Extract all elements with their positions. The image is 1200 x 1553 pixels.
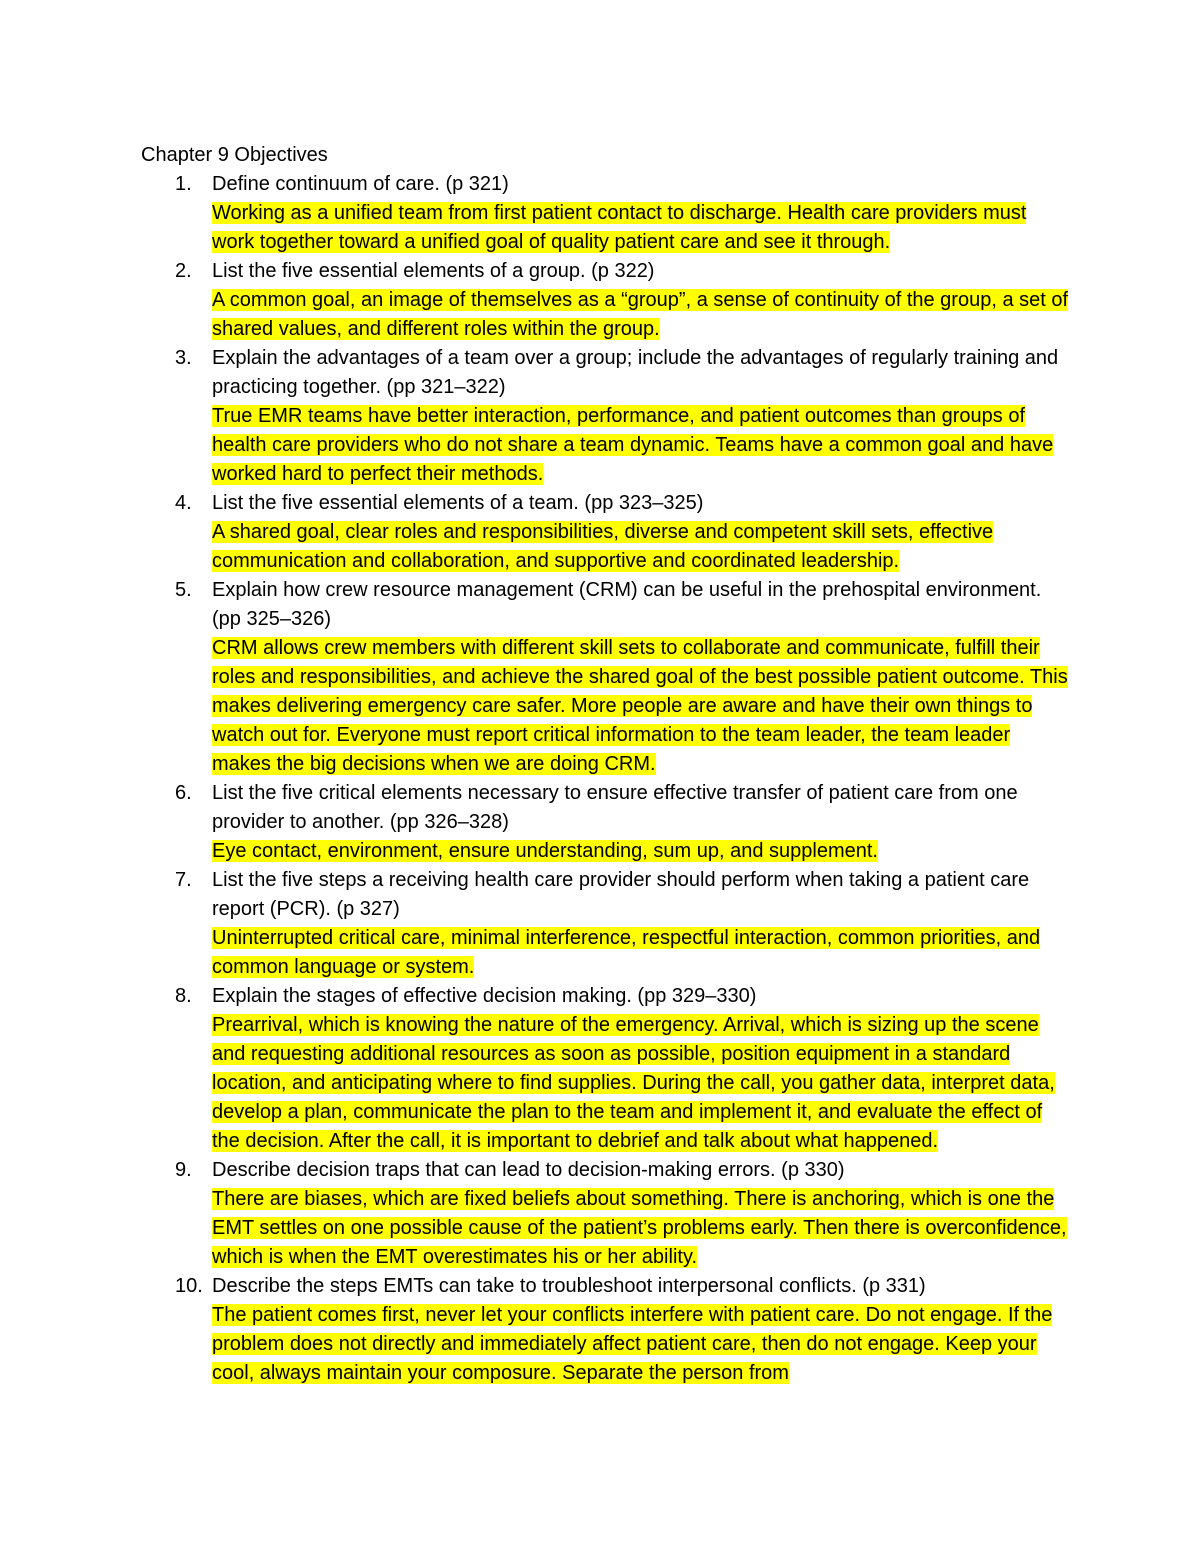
objective-question: Explain the advantages of a team over a group; include the advantages of regularly training and practicing together. (pp 321–322) <box>212 347 1059 398</box>
objective-number: 9. <box>175 1159 192 1181</box>
highlighted-answer-text: A shared goal, clear roles and responsibilities, diverse and competent skill sets, effective communication and collaboration, and supportive and coordinated leadership. <box>212 521 994 572</box>
highlighted-answer-text: Working as a unified team from first patient contact to discharge. Health care providers must work together toward a unified goal of quality patient care and see it through. <box>212 202 1027 253</box>
document-content <box>141 141 1071 1388</box>
objective-number: 10. <box>175 1275 203 1297</box>
objective-question: Define continuum of care. (p 321) <box>212 173 509 195</box>
highlighted-answer-text: True EMR teams have better interaction, performance, and patient outcomes than groups of health care providers who do not share a team dynamic. Teams have a common goal and have worked hard to perfect their methods. <box>212 405 1054 485</box>
highlighted-answer-text: Prearrival, which is knowing the nature of the emergency. Arrival, which is sizing up the scene and requesting additional resources as soon as possible, position equipment in a standard location, and anticipating where to find supplies. During the call, you gather data, interpret data, develop a plan, communicate the plan to the team and implement it, and evaluate the effect of the decision. After the call, it is important to debrief and talk about what happened. <box>212 1014 1055 1152</box>
objective-number: 4. <box>175 492 192 514</box>
objective-answer <box>212 634 1071 779</box>
objective-item <box>141 1156 1071 1272</box>
objective-number: 6. <box>175 782 192 804</box>
objective-answer <box>212 402 1071 489</box>
objective-answer <box>212 286 1071 344</box>
highlighted-answer-text: The patient comes first, never let your conflicts interfere with patient care. Do not engage. If the problem does not directly and immediately affect patient care, then do not engage. Keep your cool, always maintain your composure. Separate the person from <box>212 1304 1053 1384</box>
objective-item <box>141 866 1071 982</box>
objective-number: 2. <box>175 260 192 282</box>
objective-item <box>141 489 1071 576</box>
objective-answer <box>212 924 1071 982</box>
objective-answer <box>212 1301 1071 1388</box>
objective-number: 3. <box>175 347 192 369</box>
objective-question: List the five steps a receiving health care provider should perform when taking a patient care report (PCR). (p 327) <box>212 869 1030 920</box>
objective-question: List the five essential elements of a group. (p 322) <box>212 260 655 282</box>
objective-question: List the five critical elements necessary to ensure effective transfer of patient care from one provider to another. (pp 326–328) <box>212 782 1018 833</box>
objectives-list <box>141 170 1071 1388</box>
objective-item <box>141 344 1071 489</box>
objective-item <box>141 257 1071 344</box>
objective-question: Describe decision traps that can lead to decision-making errors. (p 330) <box>212 1159 845 1181</box>
objective-item <box>141 170 1071 257</box>
objective-number: 8. <box>175 985 192 1007</box>
objective-question: Explain how crew resource management (CRM) can be useful in the prehospital environment. (pp 325–326) <box>212 579 1042 630</box>
document-title: Chapter 9 Objectives <box>141 144 328 166</box>
objective-number: 5. <box>175 579 192 601</box>
objective-question: Explain the stages of effective decision making. (pp 329–330) <box>212 985 757 1007</box>
highlighted-answer-text: Uninterrupted critical care, minimal interference, respectful interaction, common priorities, and common language or system. <box>212 927 1041 978</box>
objective-answer <box>212 837 1071 866</box>
objective-number: 7. <box>175 869 192 891</box>
objective-number: 1. <box>175 173 192 195</box>
highlighted-answer-text: There are biases, which are fixed beliefs about something. There is anchoring, which is one the EMT settles on one possible cause of the patient’s problems early. Then there is overconfidence, which is when the EMT overestimates his or her ability. <box>212 1188 1067 1268</box>
objective-answer <box>212 199 1071 257</box>
objective-answer <box>212 518 1071 576</box>
highlighted-answer-text: CRM allows crew members with different skill sets to collaborate and communicate, fulfill their roles and responsibilities, and achieve the shared goal of the best possible patient outcome. This makes delivering emergency care safer. More people are aware and have their own things to watch out for. Everyone must report critical information to the team leader, the team leader makes the big decisions when we are doing CRM. <box>212 637 1068 775</box>
highlighted-answer-text: A common goal, an image of themselves as a “group”, a sense of continuity of the group, a set of shared values, and different roles within the group. <box>212 289 1069 340</box>
objective-item <box>141 982 1071 1156</box>
objective-item <box>141 779 1071 866</box>
objective-answer <box>212 1185 1071 1272</box>
objective-item <box>141 1272 1071 1388</box>
objective-answer <box>212 1011 1071 1156</box>
objective-item <box>141 576 1071 779</box>
objective-question: Describe the steps EMTs can take to troubleshoot interpersonal conflicts. (p 331) <box>212 1275 926 1297</box>
highlighted-answer-text: Eye contact, environment, ensure understanding, sum up, and supplement. <box>212 840 878 862</box>
objective-question: List the five essential elements of a team. (pp 323–325) <box>212 492 704 514</box>
